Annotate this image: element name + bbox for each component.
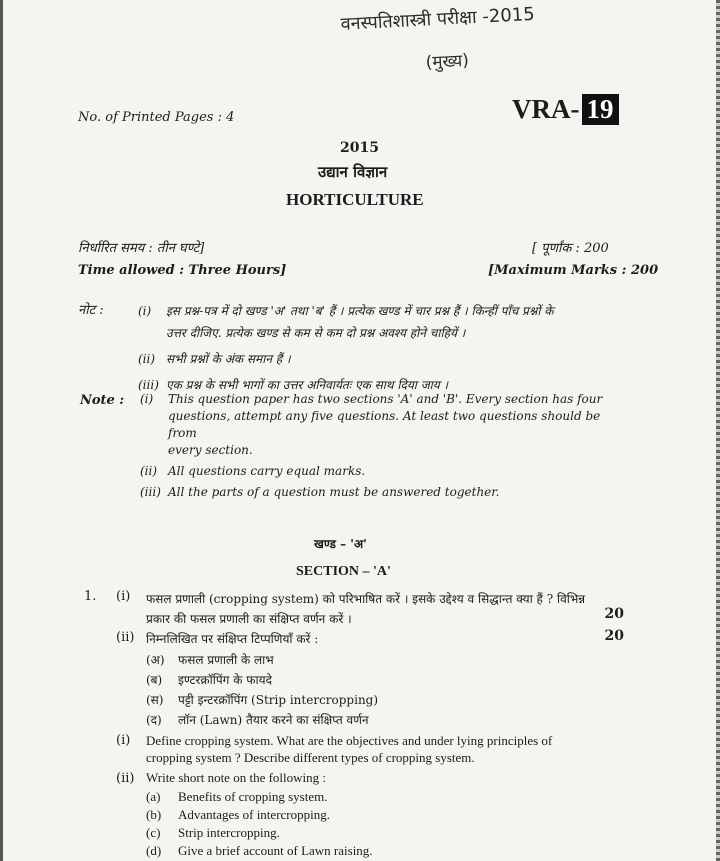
scan-edge-left [0, 0, 3, 861]
section-heading-english: SECTION – 'A' [296, 564, 391, 579]
question-number: 1. [84, 589, 97, 604]
list-item: (iii) All the parts of a question must be answered together. [140, 485, 500, 499]
list-item: every section. [168, 443, 253, 457]
list-item: (ii) सभी प्रश्नों के अंक समान हैं । [138, 352, 291, 366]
list-item: उत्तर दीजिए. प्रत्येक खण्ड से कम से कम दो प्रश्न अवश्य होने चाहियें । [166, 326, 466, 340]
q1-sub-english-list [146, 788, 373, 860]
q1-en-part-ii: Write short note on the following : [146, 770, 327, 785]
scan-edge-right [716, 0, 720, 861]
exam-year: 2015 [340, 140, 379, 156]
list-item: (i) इस प्रश्न-पत्र में दो खण्ड 'अ' तथा 'ब' हैं । प्रत्येक खण्ड में चार प्रश्न हैं । किन्हीं पाँच प्रश्नों के [138, 304, 554, 318]
q1-en-part-i-line2: cropping system ? Describe different types of cropping system. [146, 750, 475, 765]
max-marks-english: [Maximum Marks : 200 [488, 263, 659, 278]
list-item: (iii) एक प्रश्न के सभी भागों का उत्तर अनिवार्यतः एक साथ दिया जाय । [138, 378, 449, 392]
list-item: (द) लॉन (Lawn) तैयार करने का संक्षिप्त वर्णन [146, 713, 369, 727]
q1-en-part-ii-num: (ii) [116, 771, 135, 786]
q1-en-part-i-num: (i) [116, 733, 131, 748]
list-item: (a) Benefits of cropping system. [146, 789, 328, 804]
paper-code-number: 19 [582, 94, 619, 125]
list-item: (c) Strip intercropping. [146, 825, 280, 840]
list-item: (b) Advantages of intercropping. [146, 807, 330, 822]
q1-part-ii-hindi: निम्नलिखित पर संक्षिप्त टिप्पणियाँ करें : [146, 632, 319, 646]
printed-pages: No. of Printed Pages : 4 [78, 110, 235, 125]
list-item: (ब) इण्टरक्रॉपिंग के फायदे [146, 673, 272, 687]
paper-code [512, 94, 619, 125]
list-item: (d) Give a brief account of Lawn raising. [146, 843, 373, 858]
q1-part-i-marks: 20 [604, 606, 624, 622]
note-hindi-list [138, 300, 624, 396]
q1-part-i-num: (i) [116, 589, 131, 604]
handwritten-title: वनस्पतिशास्त्री परीक्षा -2015 [340, 3, 536, 35]
list-item: (ii) All questions carry equal marks. [140, 464, 366, 478]
max-marks-hindi: [ पूर्णांक : 200 [532, 241, 609, 256]
section-heading-hindi: खण्ड – 'अ' [314, 537, 367, 551]
note-english-list [140, 391, 624, 501]
q1-sub-hindi-list [146, 650, 378, 730]
q1-part-i-line1: फसल प्रणाली (cropping system) को परिभाषित करें । इसके उद्देश्य व सिद्धान्त क्या हैं ? विभिन्न [146, 592, 586, 606]
q1-en-part-i-line1: Define cropping system. What are the objectives and under lying principles of [146, 733, 553, 748]
note-english-label: Note : [80, 393, 125, 408]
q1-part-i-hindi [146, 589, 626, 629]
note-hindi-label: नोट : [78, 303, 104, 318]
q1-part-ii-num: (ii) [116, 630, 135, 645]
list-item: (स) पट्टी इन्टरक्रॉपिंग (Strip intercropping) [146, 693, 379, 707]
list-item: questions, attempt any five questions. At least two questions should be from [168, 409, 601, 440]
paper-code-prefix: VRA- [512, 94, 580, 124]
list-item: (i) This question paper has two sections 'A' and 'B'. Every section has four [140, 392, 603, 406]
time-allowed-hindi: निर्धारित समय : तीन घण्टे] [78, 241, 205, 256]
subject-hindi: उद्यान विज्ञान [318, 163, 388, 181]
list-item: (अ) फसल प्रणाली के लाभ [146, 653, 274, 667]
subject-english: HORTICULTURE [286, 190, 424, 209]
q1-part-ii-marks: 20 [604, 628, 624, 644]
handwritten-subtitle: (मुख्य) [425, 50, 470, 73]
q1-part-i-line2: प्रकार की फसल प्रणाली का संक्षिप्त वर्णन करें । [146, 612, 352, 626]
time-allowed-english: Time allowed : Three Hours] [78, 263, 287, 278]
q1-en-part-i [146, 732, 626, 766]
